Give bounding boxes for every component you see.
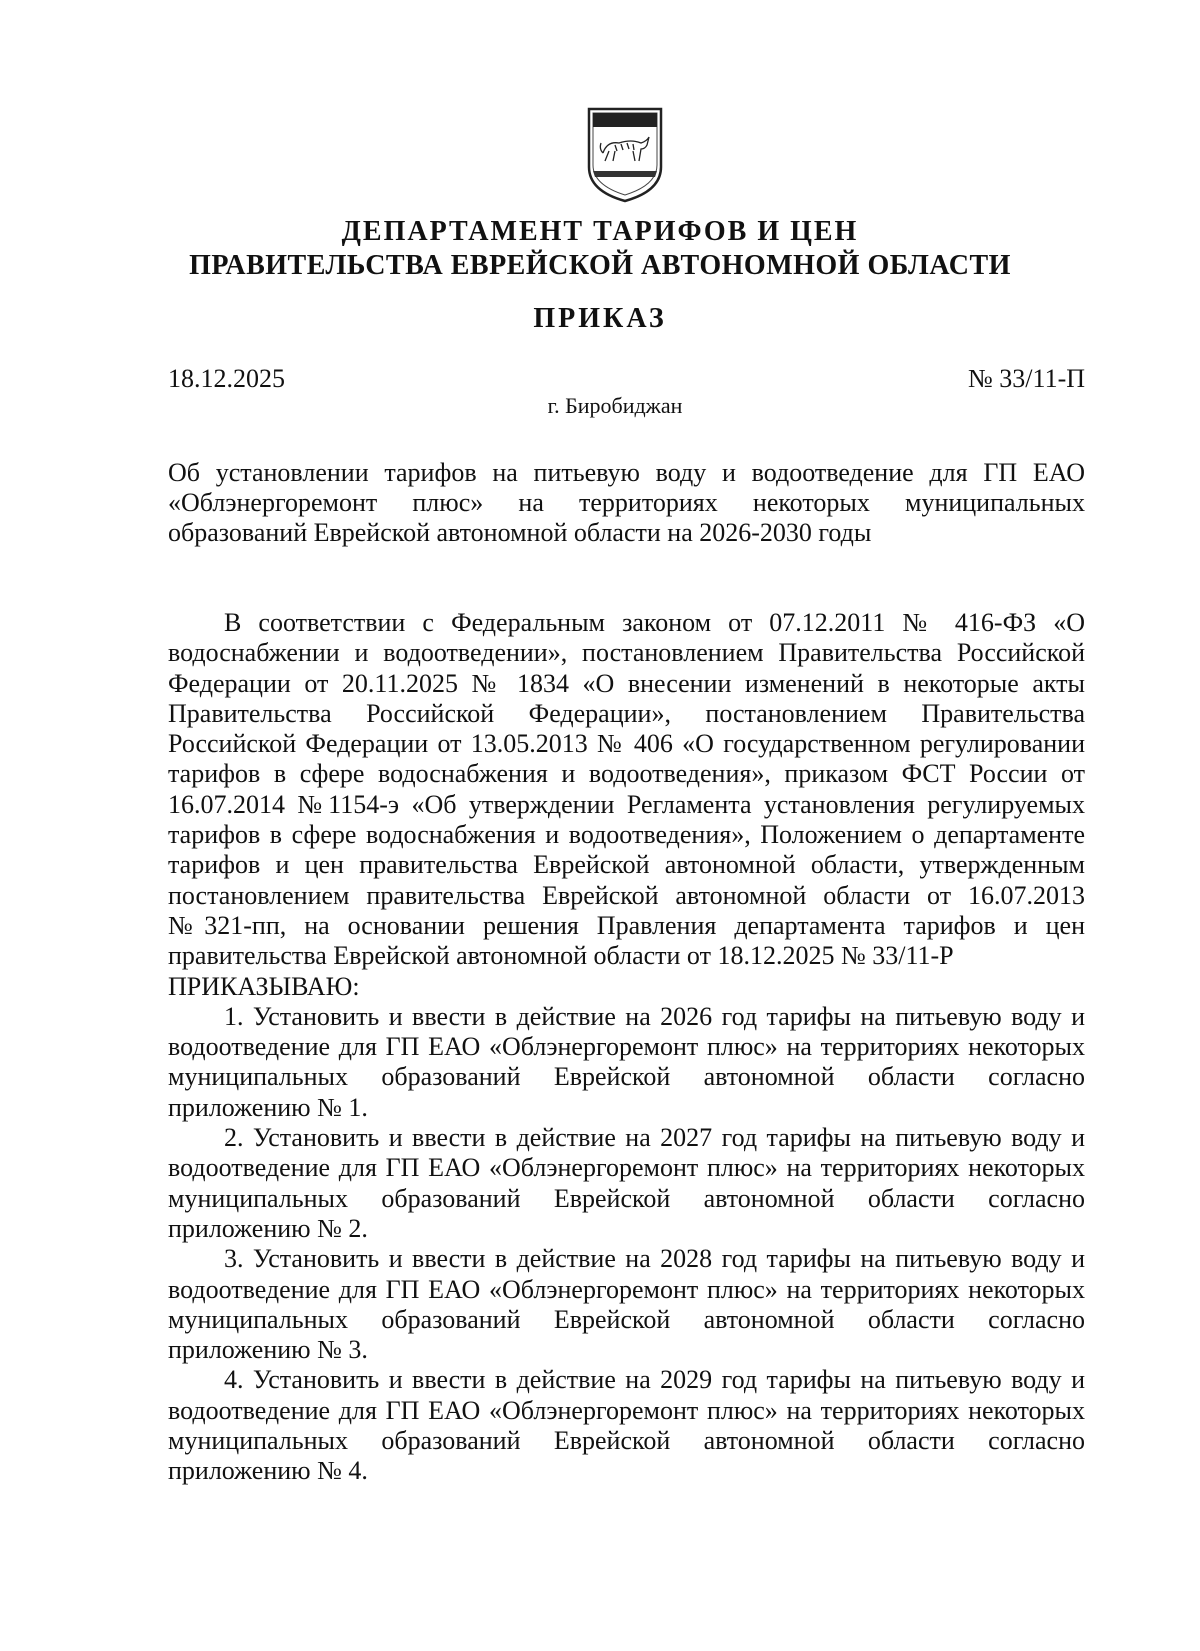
document-date: 18.12.2025 xyxy=(168,364,285,393)
document-number: № 33/11-П xyxy=(968,364,1085,393)
coat-of-arms-icon xyxy=(585,105,665,205)
order-item: 3. Установить и ввести в действие на 2028 год тарифы на питьевую воду и водоотведение для ГП ЕАО «Облэнергоремонт плюс» на территориях некоторых муниципальных образований Еврейской автономной области согласно приложению № 3. xyxy=(168,1244,1085,1365)
order-item: 4. Установить и ввести в действие на 2029 год тарифы на питьевую воду и водоотведение для ГП ЕАО «Облэнергоремонт плюс» на территориях некоторых муниципальных образований Еврейской автономной области согласно приложению № 4. xyxy=(168,1365,1085,1486)
document-type: ПРИКАЗ xyxy=(533,303,667,334)
order-item: 2. Установить и ввести в действие на 2027 год тарифы на питьевую воду и водоотведение для ГП ЕАО «Облэнергоремонт плюс» на территориях некоторых муниципальных образований Еврейской автономной области согласно приложению № 2. xyxy=(168,1123,1085,1243)
order-word: ПРИКАЗЫВАЮ: xyxy=(168,971,360,1001)
preamble-paragraph: В соответствии с Федеральным законом от 07.12.2011 № 416-ФЗ «О водоснабжении и водоотведении», постановлением Правительства Российской Федерации от 20.11.2025 № 1834 «О внесении изменений в некоторые акты Правительства Российской Федерации», постановлением Правительства Российской Федерации от 13.05.2013 № 406 «О государственном регулировании тарифов в сфере водоснабжения и водоотведения», приказом ФСТ России от 16.07.2014 №1154-э «Об утверждении Регламента установления регулируемых тарифов в сфере водоснабжения и водоотведения», Положением о департаменте тарифов и цен правительства Еврейской автономной области, утвержденным постановлением правительства Еврейской автономной области от 16.07.2013 №321-пп, на основании решения Правления департамента тарифов и цен правительства Еврейской автономной области от 18.12.2025 № 33/11-Р xyxy=(168,608,1085,971)
document-body xyxy=(168,608,1085,1487)
document-subject: Об установлении тарифов на питьевую воду и водоотведение для ГП ЕАО «Облэнергоремонт плюс» на территориях некоторых муниципальных образований Еврейской автономной области на 2026-2030 годы xyxy=(168,458,1085,547)
order-item: 1. Установить и ввести в действие на 2026 год тарифы на питьевую воду и водоотведение для ГП ЕАО «Облэнергоремонт плюс» на территориях некоторых муниципальных образований Еврейской автономной области согласно приложению № 1. xyxy=(168,1001,1085,1122)
department-title-line1: ДЕПАРТАМЕНТ ТАРИФОВ И ЦЕН xyxy=(341,216,859,247)
department-title-line2: ПРАВИТЕЛЬСТВА ЕВРЕЙСКОЙ АВТОНОМНОЙ ОБЛАСТИ xyxy=(189,250,1011,281)
document-city: г. Биробиджан xyxy=(547,393,683,418)
